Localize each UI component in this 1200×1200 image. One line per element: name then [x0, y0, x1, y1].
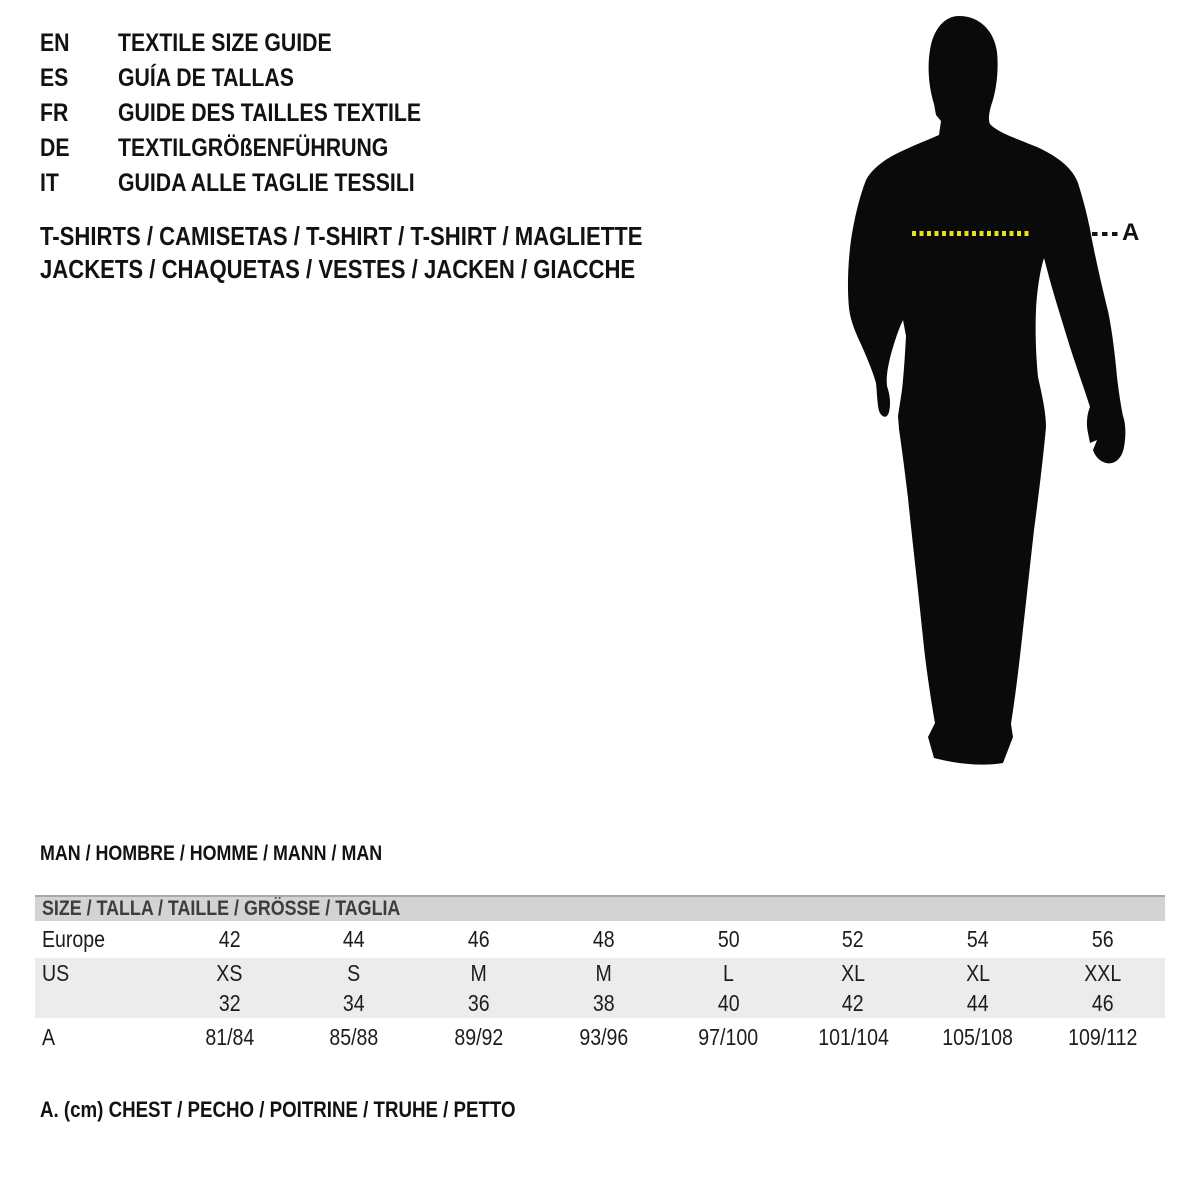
cell-value: S	[347, 959, 361, 986]
table-cell	[541, 926, 666, 953]
table-cell	[541, 990, 666, 1017]
size-table-header	[35, 895, 1165, 921]
category-line-jackets	[40, 253, 749, 286]
cell-value: 44	[343, 926, 366, 952]
table-cell	[791, 926, 916, 953]
cell-value: XXL	[1084, 959, 1122, 986]
table-row-europe	[35, 921, 1165, 958]
category-line-tshirts	[40, 220, 749, 253]
language-code	[40, 134, 118, 163]
row-label	[35, 1024, 167, 1051]
list-item	[40, 131, 475, 166]
size-table	[35, 895, 1165, 1057]
table-cell	[167, 960, 292, 987]
table-row-us	[35, 958, 1165, 988]
guide-title	[118, 169, 467, 198]
table-cell	[666, 960, 791, 987]
measure-label-a: A	[1122, 219, 1140, 246]
table-cell	[541, 960, 666, 987]
guide-title	[118, 64, 325, 93]
list-item	[40, 166, 475, 201]
guide-title	[118, 29, 369, 58]
table-row-chest-measure	[35, 1018, 1165, 1057]
cell-value: XL	[965, 959, 990, 986]
table-cell	[1040, 1024, 1165, 1051]
cell-value: 44	[966, 989, 989, 1016]
cell-value: 105/108	[942, 1024, 1014, 1050]
table-cell	[916, 990, 1041, 1017]
table-cell	[916, 1024, 1041, 1051]
cell-value: 50	[717, 926, 740, 952]
cell-value: 46	[1091, 989, 1114, 1016]
cell-value: 85/88	[329, 1024, 379, 1050]
table-cell	[1040, 926, 1165, 953]
cell-value: 48	[592, 926, 615, 952]
table-cell	[791, 990, 916, 1017]
table-cell	[1040, 960, 1165, 987]
cell-value: 46	[467, 926, 490, 952]
language-title-list	[40, 26, 475, 201]
list-item	[40, 96, 475, 131]
table-cell	[292, 1024, 417, 1051]
cell-value: XL	[841, 959, 866, 986]
guide-title-text: GUIDE DES TAILLES TEXTILE	[118, 99, 422, 127]
cell-value: 101/104	[817, 1024, 889, 1050]
table-cell	[167, 1024, 292, 1051]
measure-leader-dashes	[1092, 232, 1119, 236]
table-cell	[167, 990, 292, 1017]
row-label-text: Europe	[42, 926, 106, 952]
list-item	[40, 61, 475, 96]
measurement-footnote-text: A. (cm) CHEST / PECHO / POITRINE / TRUHE / PETTO	[40, 1097, 516, 1122]
gender-section-title	[40, 842, 442, 866]
table-cell	[666, 990, 791, 1017]
table-row-us-numeric	[35, 988, 1165, 1018]
list-item	[40, 26, 475, 61]
cell-value: 97/100	[698, 1024, 759, 1050]
language-code	[40, 169, 118, 198]
table-cell	[417, 960, 542, 987]
table-cell	[292, 990, 417, 1017]
table-cell	[541, 1024, 666, 1051]
language-code	[40, 64, 118, 93]
cell-value: XS	[216, 959, 243, 986]
cell-value: 109/112	[1068, 1024, 1138, 1050]
table-cell	[292, 960, 417, 987]
language-code-text: IT	[40, 169, 59, 197]
category-line-jackets-text: JACKETS / CHAQUETAS / VESTES / JACKEN / GIACCHE	[40, 254, 636, 284]
cell-value: 56	[1091, 926, 1114, 952]
cell-value: M	[470, 959, 488, 986]
language-code-text: ES	[40, 64, 69, 92]
row-label-text: A	[42, 1024, 56, 1050]
row-label-text: US	[42, 959, 70, 986]
table-cell	[167, 926, 292, 953]
guide-title-text: GUÍA DE TALLAS	[118, 64, 294, 92]
language-code	[40, 29, 118, 58]
row-label	[35, 960, 167, 987]
language-code	[40, 99, 118, 128]
table-cell	[916, 960, 1041, 987]
table-cell	[417, 1024, 542, 1051]
table-cell	[1040, 990, 1165, 1017]
table-cell	[916, 926, 1041, 953]
cell-value: L	[722, 959, 734, 986]
guide-title	[118, 99, 475, 128]
chest-measure-dotted-line	[912, 231, 1031, 236]
table-cell	[666, 1024, 791, 1051]
row-label	[35, 990, 167, 1017]
category-line-tshirts-text: T-SHIRTS / CAMISETAS / T-SHIRT / T-SHIRT / MAGLIETTE	[40, 221, 643, 251]
table-cell	[791, 960, 916, 987]
cell-value: 40	[717, 989, 740, 1016]
guide-title	[118, 134, 436, 163]
cell-value: 54	[966, 926, 989, 952]
cell-value: 42	[218, 926, 241, 952]
guide-title-text: GUIDA ALLE TAGLIE TESSILI	[118, 169, 415, 197]
cell-value: 52	[842, 926, 865, 952]
table-cell	[417, 926, 542, 953]
guide-title-text: TEXTILE SIZE GUIDE	[118, 29, 332, 57]
cell-value: 38	[592, 989, 615, 1016]
language-code-text: FR	[40, 99, 69, 127]
gender-section-title-text: MAN / HOMBRE / HOMME / MANN / MAN	[40, 842, 383, 865]
table-cell	[417, 990, 542, 1017]
cell-value: M	[595, 959, 612, 986]
language-code-text: EN	[40, 29, 70, 57]
size-table-header-text: SIZE / TALLA / TAILLE / GRÖSSE / TAGLIA	[42, 897, 401, 920]
cell-value: 36	[467, 989, 490, 1016]
product-categories	[40, 220, 749, 286]
cell-value: 42	[842, 989, 865, 1016]
cell-value: 32	[218, 989, 241, 1016]
table-cell	[791, 1024, 916, 1051]
cell-value: 34	[343, 989, 366, 1016]
guide-title-text: TEXTILGRÖßENFÜHRUNG	[118, 134, 389, 162]
measurement-footnote	[40, 1097, 599, 1123]
cell-value: 89/92	[454, 1024, 504, 1050]
cell-value: 93/96	[579, 1024, 629, 1050]
table-cell	[666, 926, 791, 953]
cell-value: 81/84	[204, 1024, 254, 1050]
table-cell	[292, 926, 417, 953]
man-silhouette-icon	[845, 10, 1135, 795]
row-label	[35, 926, 167, 953]
language-code-text: DE	[40, 134, 70, 162]
